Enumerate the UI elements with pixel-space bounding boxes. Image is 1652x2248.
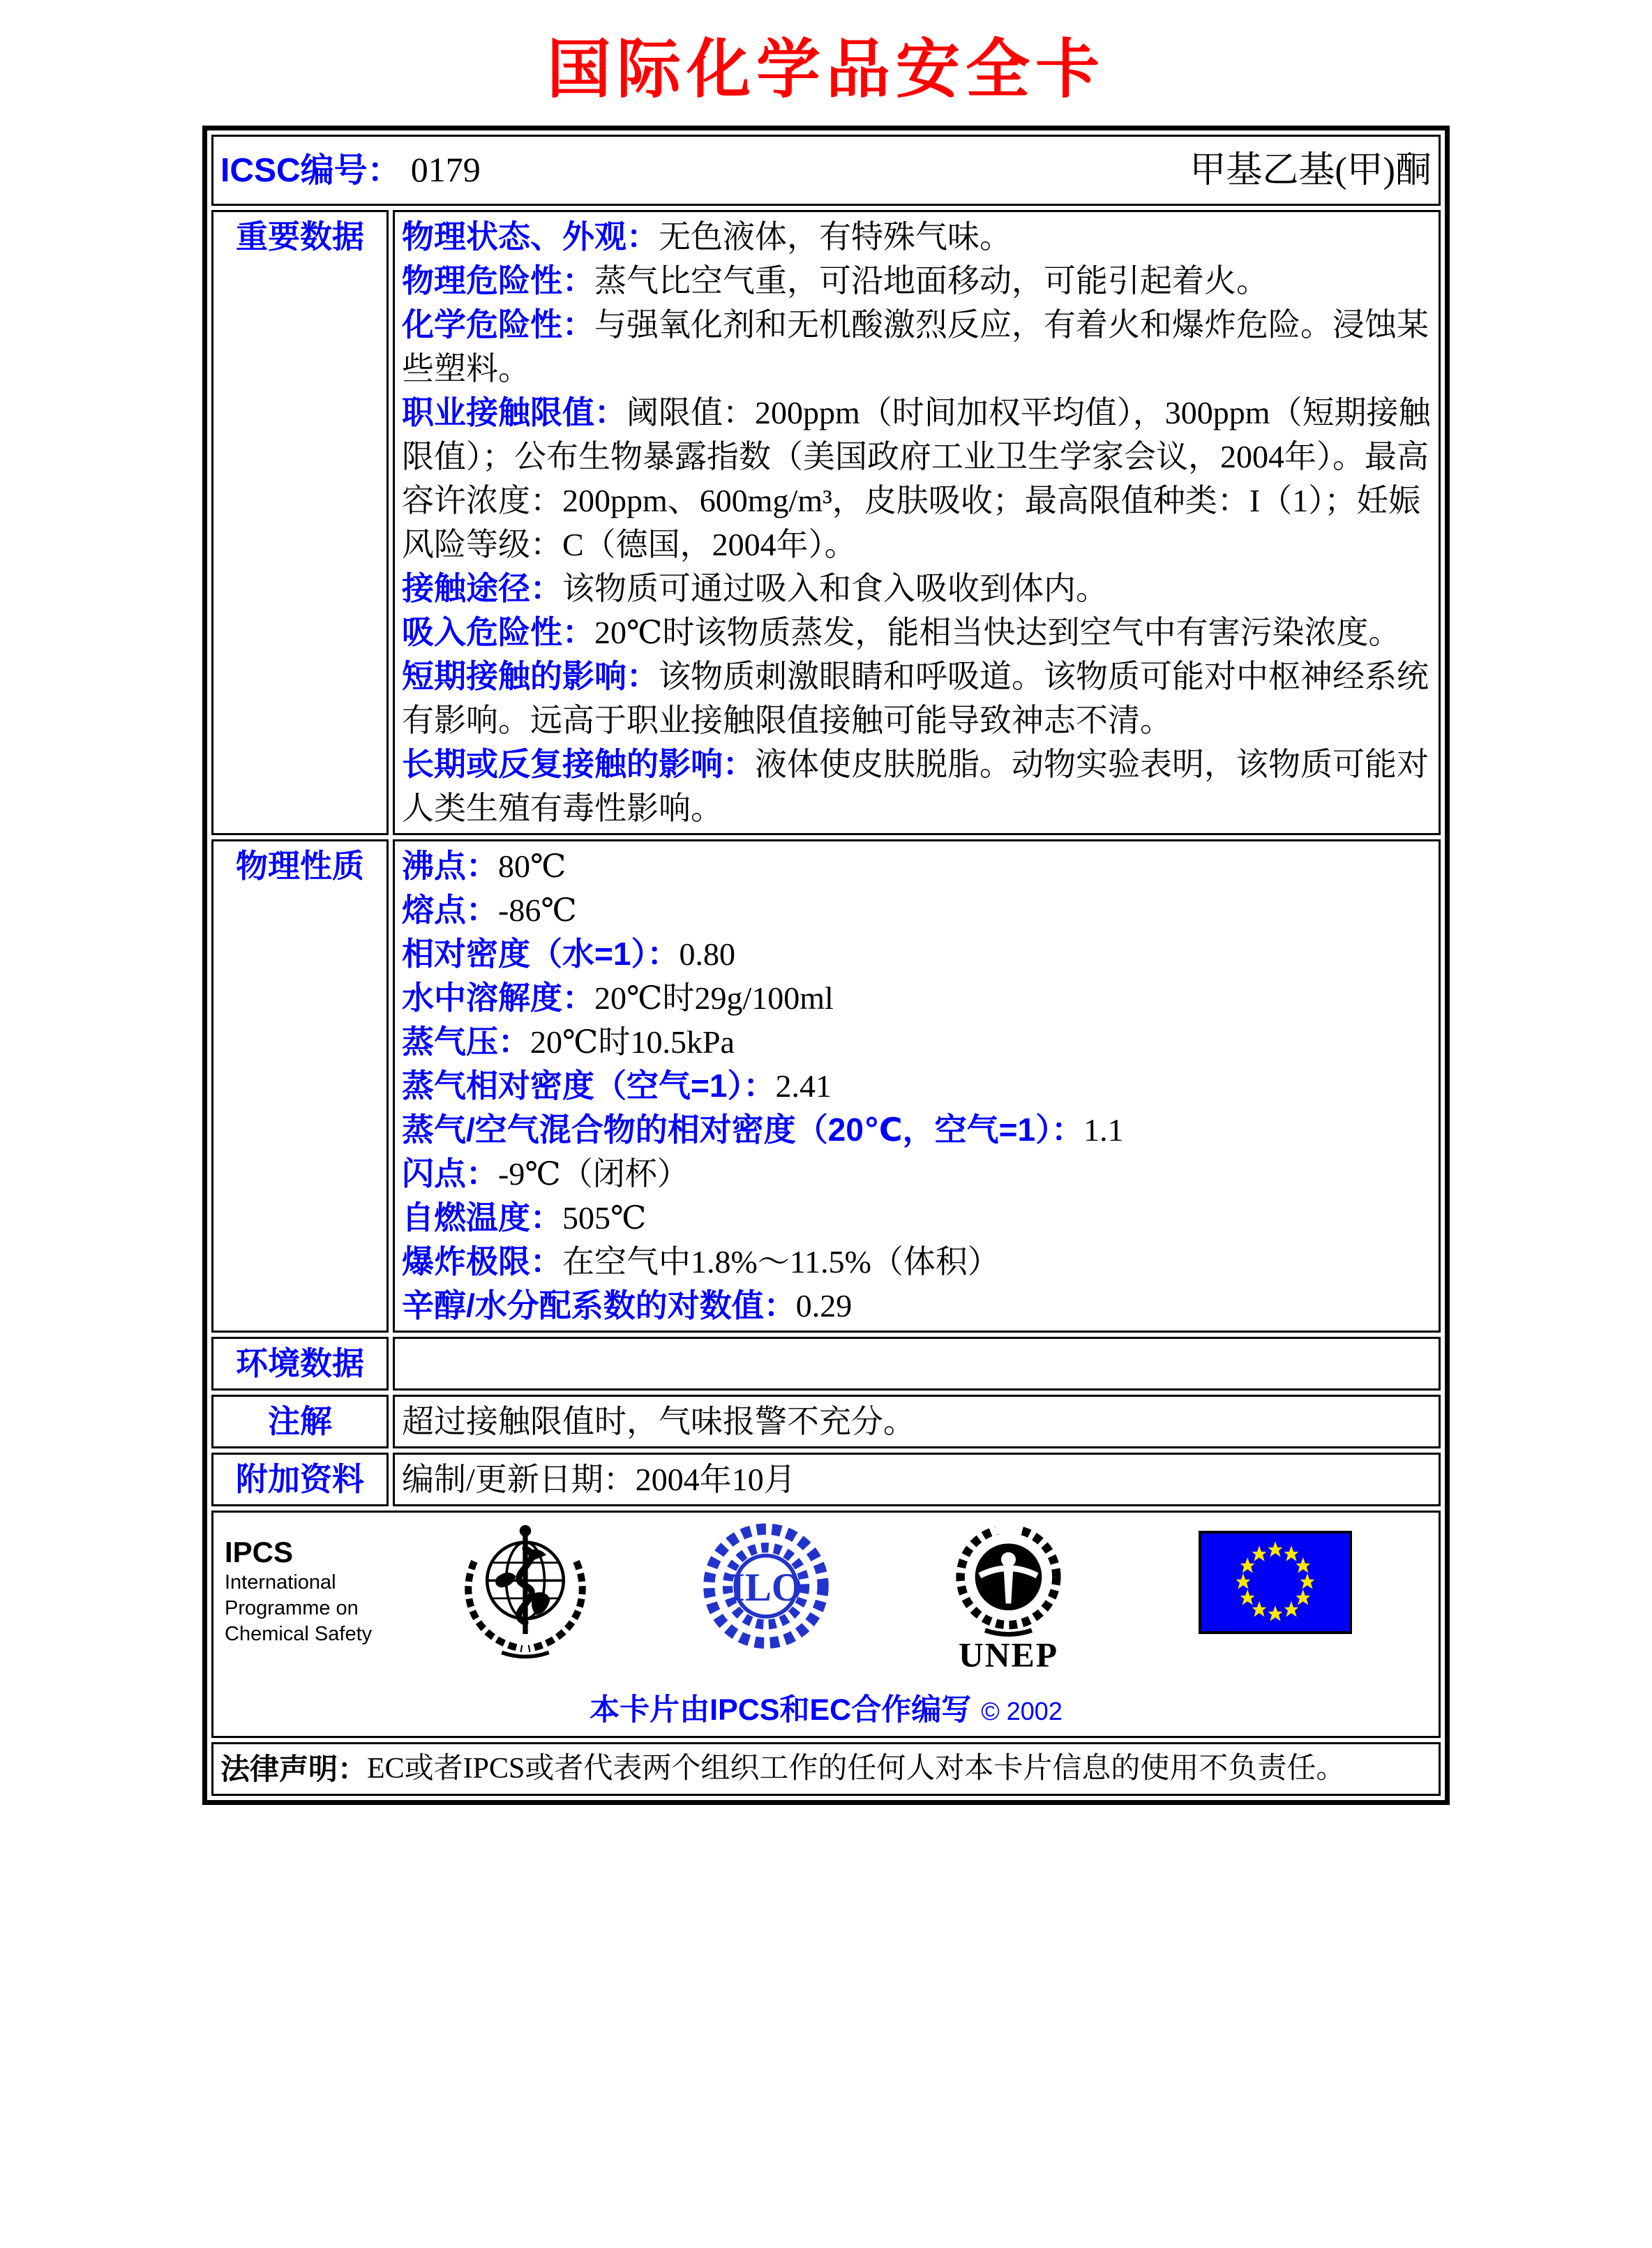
physical-properties-row-label: 物理性质 — [211, 839, 389, 1333]
prop-value-flash-point: -9℃（闭杯） — [498, 1156, 689, 1192]
prop-label-flash-point: 闪点： — [402, 1155, 498, 1192]
field-label-short-term-effects: 短期接触的影响： — [402, 658, 659, 694]
prop-label-vapor-density: 蒸气相对密度（空气=1）： — [402, 1067, 776, 1104]
icsc-number-group — [220, 148, 481, 193]
prop-label-water-solubility: 水中溶解度： — [402, 980, 594, 1016]
additional-info-content: 编制/更新日期：2004年10月 — [393, 1453, 1441, 1506]
field-value-exposure-routes: 该物质可通过吸入和食入吸收到体内。 — [562, 571, 1108, 606]
prop-value-relative-density: 0.80 — [679, 936, 735, 972]
ipcs-line-3: Chemical Safety — [225, 1623, 373, 1645]
prop-label-melting-point: 熔点： — [402, 892, 498, 928]
prop-value-autoignition-temperature: 505℃ — [562, 1200, 647, 1236]
header-cell — [211, 135, 1441, 206]
field-label-long-term-effects: 长期或反复接触的影响： — [402, 746, 755, 782]
logos-cell — [211, 1511, 1441, 1738]
who-logo-icon — [456, 1517, 595, 1674]
prop-label-boiling-point: 沸点： — [402, 848, 498, 884]
field-label-physical-danger: 物理危险性： — [402, 262, 594, 299]
field-value-long-term-effects: 液体使皮肤脱脂。动物实验表明，该物质可能对人类生殖有毒性影响。 — [402, 747, 1429, 826]
environmental-data-row-label: 环境数据 — [211, 1337, 389, 1391]
physical-properties-content — [393, 839, 1441, 1333]
field-label-exposure-routes: 接触途径： — [402, 570, 562, 606]
icsc-number-label: ICSC编号： — [220, 152, 401, 189]
field-value-physical-danger: 蒸气比空气重，可沿地面移动，可能引起着火。 — [594, 263, 1268, 299]
important-data-row-label: 重要数据 — [211, 210, 389, 835]
chemical-name: 甲基乙基(甲)酮 — [1189, 150, 1432, 190]
field-label-chemical-danger: 化学危险性： — [402, 306, 594, 343]
safety-card-table — [202, 126, 1450, 1805]
environmental-data-row — [211, 1337, 1441, 1391]
prop-label-octanol-water-partition: 辛醇/水分配系数的对数值： — [402, 1287, 796, 1324]
legal-row — [211, 1742, 1441, 1796]
prop-value-boiling-point: 80℃ — [498, 848, 566, 884]
unep-logo-text: UNEP — [959, 1635, 1059, 1672]
eu-flag-icon — [1199, 1531, 1352, 1645]
ipcs-title: IPCS — [225, 1536, 294, 1568]
ipcs-text-block — [225, 1535, 372, 1647]
prop-label-autoignition-temperature: 自燃温度： — [402, 1199, 562, 1236]
field-label-inhalation-risk: 吸入危险性： — [402, 614, 594, 650]
notes-row-label: 注解 — [211, 1395, 389, 1448]
credit-year: © 2002 — [981, 1697, 1062, 1725]
important-data-content — [393, 210, 1441, 835]
environmental-data-content — [393, 1337, 1441, 1391]
icsc-number-value: 0179 — [410, 150, 481, 189]
physical-properties-row — [211, 839, 1441, 1333]
field-label-physical-state: 物理状态、外观： — [402, 218, 659, 255]
prop-value-vapor-pressure: 20℃时10.5kPa — [530, 1024, 735, 1060]
ilo-logo-icon — [700, 1520, 832, 1670]
notes-content: 超过接触限值时，气味报警不充分。 — [393, 1395, 1441, 1448]
ilo-logo-text: ILO — [729, 1566, 803, 1610]
field-value-occupational-limits: 阈限值：200ppm（时间加权平均值），300ppm（短期接触限值）；公布生物暴露指数（美国政府工业卫生学家会议，2004年）。最高容许浓度：200ppm、600mg/m³，皮肤吸收；最高限值种类：I（1）；妊娠风险等级：C（德国，2004年）。 — [402, 395, 1431, 562]
logos-row — [211, 1511, 1441, 1738]
additional-info-row-label: 附加资料 — [211, 1453, 389, 1506]
legal-notice-label: 法律声明： — [220, 1753, 368, 1785]
field-value-inhalation-risk: 20℃时该物质蒸发，能相当快达到空气中有害污染浓度。 — [594, 615, 1401, 650]
ipcs-line-2: Programme on — [225, 1597, 359, 1619]
prop-value-vapor-density: 2.41 — [775, 1068, 832, 1104]
field-value-short-term-effects: 该物质刺激眼睛和呼吸道。该物质可能对中枢神经系统有影响。远高于职业接触限值接触可能导致神志不清。 — [402, 659, 1429, 738]
ipcs-line-1: International — [225, 1571, 336, 1594]
notes-row — [211, 1395, 1441, 1448]
prop-value-melting-point: -86℃ — [498, 892, 577, 928]
header-row — [211, 135, 1441, 206]
prop-label-vapor-air-mixture-density: 蒸气/空气混合物的相对密度（20℃，空气=1）： — [402, 1111, 1084, 1148]
unep-logo-icon — [944, 1518, 1073, 1683]
prop-value-octanol-water-partition: 0.29 — [795, 1288, 853, 1324]
prop-value-explosive-limits: 在空气中1.8%～11.5%（体积） — [562, 1244, 1000, 1280]
credit-line — [220, 1687, 1432, 1733]
prop-label-explosive-limits: 爆炸极限： — [402, 1243, 562, 1280]
legal-notice-text: EC或者IPCS或者代表两个组织工作的任何人对本卡片信息的使用不负责任。 — [367, 1753, 1346, 1785]
important-data-row — [211, 210, 1441, 835]
prop-value-water-solubility: 20℃时29g/100ml — [594, 980, 834, 1016]
credit-text: 本卡片由IPCS和EC合作编写 — [590, 1693, 972, 1727]
prop-label-vapor-pressure: 蒸气压： — [402, 1024, 530, 1060]
legal-cell — [211, 1742, 1441, 1796]
field-value-chemical-danger: 与强氧化剂和无机酸激烈反应，有着火和爆炸危险。浸蚀某些塑料。 — [402, 307, 1429, 387]
prop-label-relative-density: 相对密度（水=1）： — [402, 936, 679, 972]
additional-info-row — [211, 1453, 1441, 1506]
page-title: 国际化学品安全卡 — [546, 34, 1105, 105]
field-label-occupational-limits: 职业接触限值： — [402, 394, 626, 430]
prop-value-vapor-air-mixture-density: 1.1 — [1083, 1112, 1124, 1148]
field-value-physical-state: 无色液体，有特殊气味。 — [659, 219, 1012, 255]
